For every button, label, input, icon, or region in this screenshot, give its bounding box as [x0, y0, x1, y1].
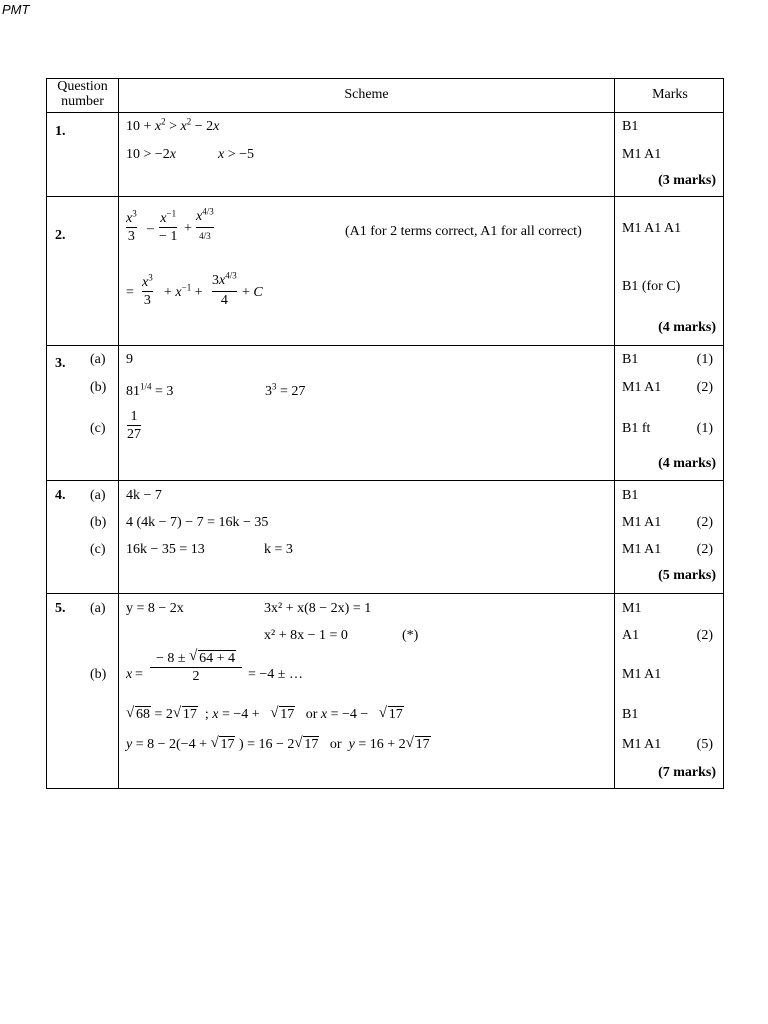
mark-scheme-table — [46, 78, 724, 789]
question-number: 2. — [55, 228, 66, 243]
mark: B1 — [622, 488, 639, 503]
header-question-number: Question number — [57, 79, 108, 109]
mark: M1 — [622, 601, 642, 616]
part-label: (b) — [90, 515, 107, 530]
part-label: (c) — [90, 542, 106, 557]
marks-points: (2) — [696, 542, 713, 557]
q5-a-star: (*) — [402, 628, 419, 643]
total-marks: (3 marks) — [658, 173, 716, 188]
total-marks: (5 marks) — [658, 568, 716, 583]
q4-b-answer: 4 (4k − 7) − 7 = 16k − 35 — [126, 515, 269, 530]
q5-b-line3: y = 8 − 2(−4 + √ 17 ) = 16 − 2 √ 17 or y = 16 + 2 √ 17 — [126, 735, 430, 752]
mark: B1 — [622, 119, 639, 134]
row-divider — [47, 480, 723, 481]
q4-c-answer: 16k − 35 = 13 — [126, 542, 205, 557]
q5-a-line1a: y = 8 − 2x — [126, 601, 184, 616]
part-label: (b) — [90, 380, 107, 395]
total-marks: (4 marks) — [658, 456, 716, 471]
q2-note: (A1 for 2 terms correct, A1 for all correct) — [345, 224, 582, 239]
part-label: (a) — [90, 352, 106, 367]
q1-line1: $10 + x^2 > x^2 - 2x$ — [126, 116, 220, 134]
q2-integral-terms: $x^3$ 3 – $x^{-1}$ − 1 + $x^{4/3}$ 4/3 — [126, 206, 214, 244]
marks-points: (1) — [696, 352, 713, 367]
q4-a-answer: 4k − 7 — [126, 488, 162, 503]
row-divider — [47, 196, 723, 197]
mark: B1 — [622, 707, 639, 722]
header-marks: Marks — [652, 87, 688, 102]
header-tag: PMT — [2, 2, 30, 17]
marks-points: (2) — [696, 515, 713, 530]
q2-result: = $x^3$ 3 + $x^{-1}$ + $3x^{4/3}$ 4 + C — [126, 270, 263, 308]
part-label: (b) — [90, 667, 107, 682]
q3-a-answer: 9 — [126, 352, 133, 367]
marks-points: (2) — [696, 628, 713, 643]
marks-points: (5) — [696, 737, 713, 752]
mark: B1 ft — [622, 421, 651, 436]
mark: M1 A1 A1 — [622, 221, 682, 236]
part-label: (a) — [90, 488, 106, 503]
mark: M1 A1 — [622, 380, 662, 395]
part-label: (a) — [90, 601, 106, 616]
header-scheme: Scheme — [344, 87, 389, 102]
mark: M1 A1 — [622, 542, 662, 557]
mark: M1 A1 — [622, 667, 662, 682]
total-marks: (7 marks) — [658, 765, 716, 780]
mark: M1 A1 — [622, 737, 662, 752]
q5-a-line2: x² + 8x − 1 = 0 — [264, 628, 348, 643]
question-number: 3. — [55, 356, 66, 371]
row-divider — [47, 345, 723, 346]
mark: M1 A1 — [622, 147, 662, 162]
mark: M1 A1 — [622, 515, 662, 530]
q4-c-answer-part2: k = 3 — [264, 542, 293, 557]
q5-b-line2: √ 68 = 2 √ 17 ; x = −4 + √ 17 or x = −4 − √ 17 — [126, 705, 403, 722]
question-number: 5. — [55, 601, 66, 616]
q1-line2a: 10 > −2x — [126, 147, 177, 162]
question-number: 1. — [55, 124, 66, 139]
q1-line2b: x > −5 — [218, 147, 255, 162]
column-divider — [118, 79, 119, 788]
q5-b-quadratic: x = − 8 ± √ 64 + 4 2 = −4 ± … — [126, 648, 303, 684]
mark: A1 — [622, 628, 640, 643]
mark: B1 (for C) — [622, 279, 681, 294]
row-divider — [47, 593, 723, 594]
column-divider — [614, 79, 615, 788]
q3-b-answer: $81^{1/4} = 3$ — [126, 381, 174, 399]
q3-c-fraction: 1 27 — [127, 409, 141, 442]
total-marks: (4 marks) — [658, 320, 716, 335]
mark: B1 — [622, 352, 639, 367]
row-divider — [47, 112, 723, 113]
marks-points: (1) — [696, 421, 713, 436]
question-number: 4. — [55, 488, 66, 503]
q5-a-line1b: 3x² + x(8 − 2x) = 1 — [264, 601, 372, 616]
q3-b-answer-part2: $3^3 = 27$ — [265, 381, 306, 399]
marks-points: (2) — [696, 380, 713, 395]
part-label: (c) — [90, 421, 106, 436]
